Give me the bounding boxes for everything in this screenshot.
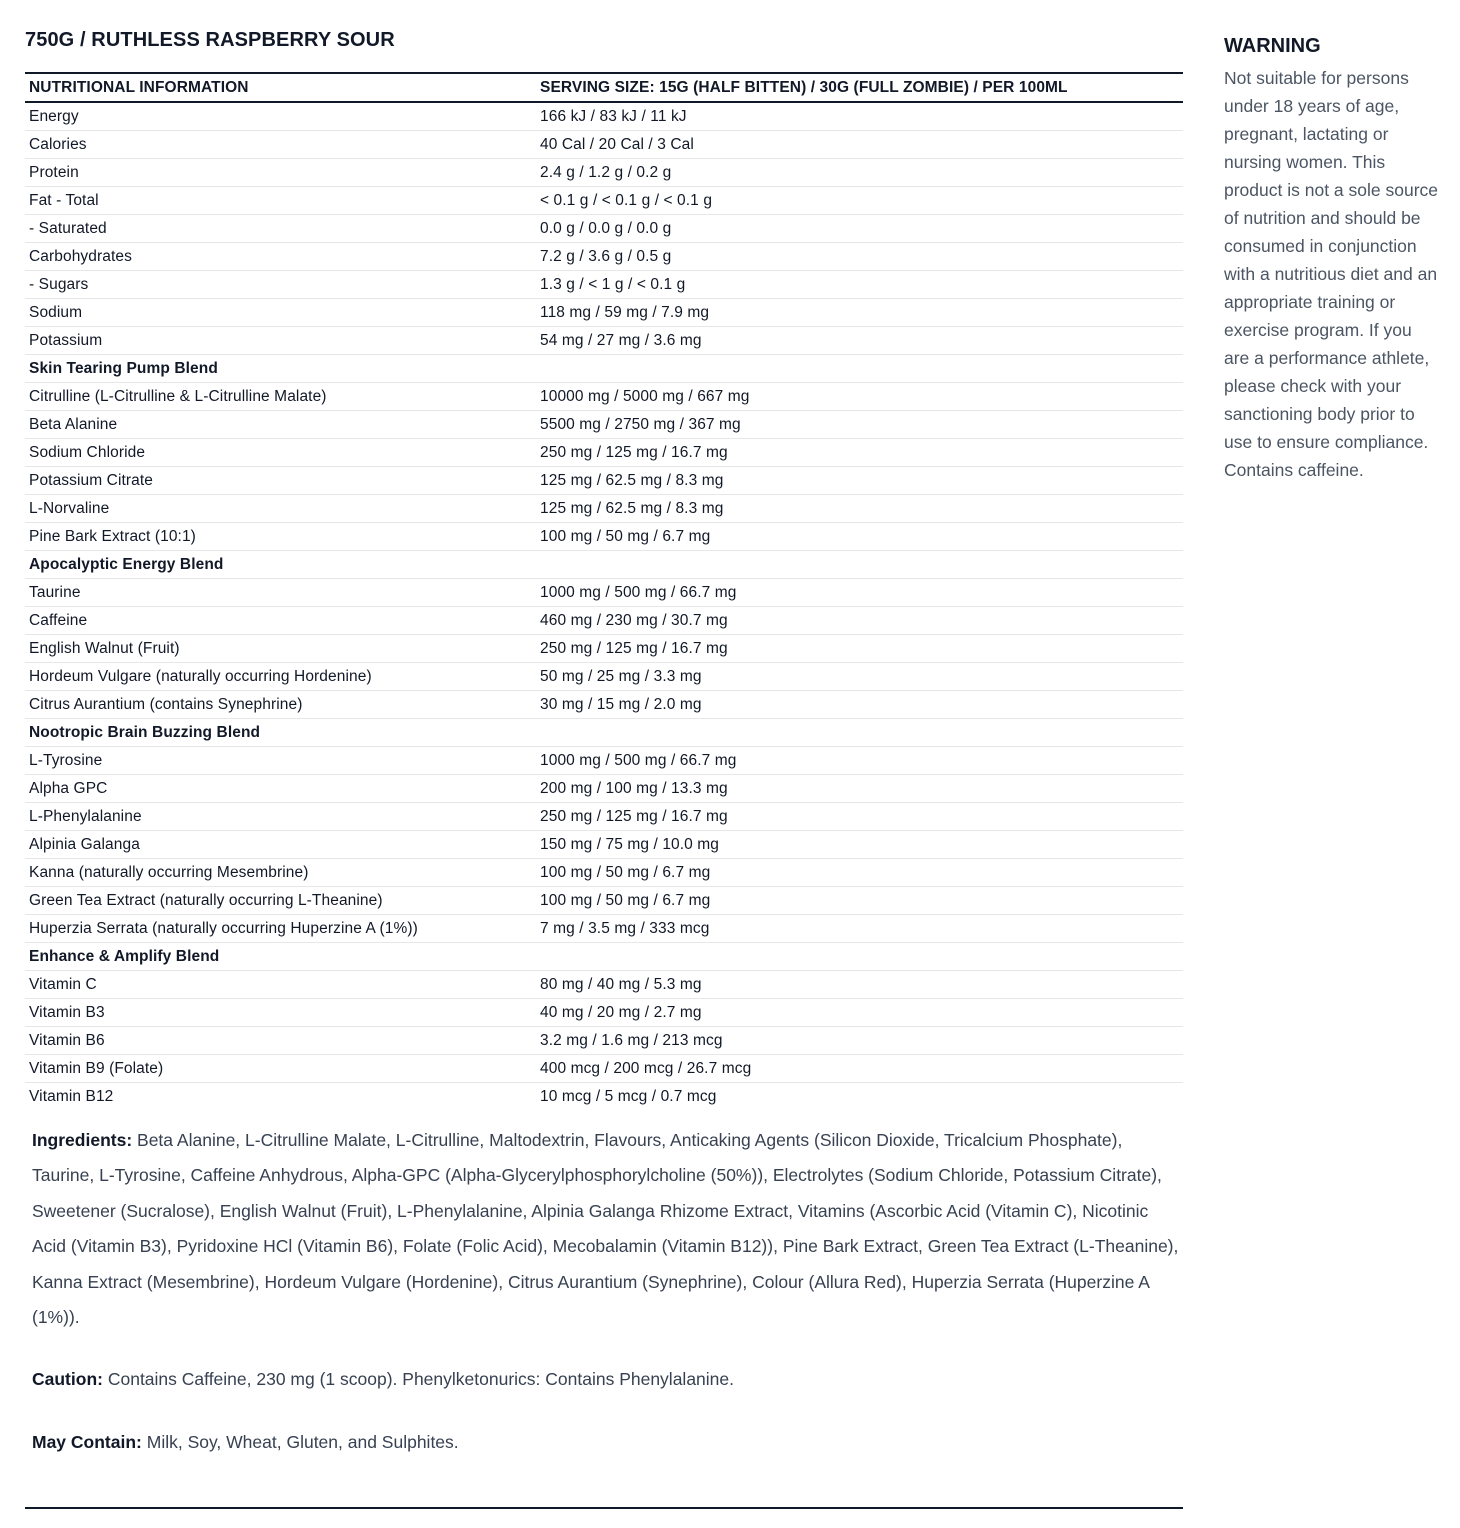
caution-text: Contains Caffeine, 230 mg (1 scoop). Phenylketonurics: Contains Phenylalanine. xyxy=(107,1369,734,1390)
nutrient-name: Vitamin B6 xyxy=(25,1027,536,1055)
table-row xyxy=(25,467,1183,495)
nutrient-name: Energy xyxy=(25,102,536,131)
nutrient-value: 250 mg / 125 mg / 16.7 mg xyxy=(536,803,1183,831)
nutrient-name: Vitamin C xyxy=(25,971,536,999)
table-row xyxy=(25,915,1183,943)
nutrient-name: Potassium xyxy=(25,327,536,355)
table-row xyxy=(25,495,1183,523)
nutrient-name: Hordeum Vulgare (naturally occurring Hordenine) xyxy=(25,663,536,691)
nutrient-name: Potassium Citrate xyxy=(25,467,536,495)
nutrient-name: Caffeine xyxy=(25,607,536,635)
nutrient-name: Vitamin B9 (Folate) xyxy=(25,1055,536,1083)
table-row xyxy=(25,859,1183,887)
nutrient-value: 100 mg / 50 mg / 6.7 mg xyxy=(536,859,1183,887)
nutrient-value: 40 mg / 20 mg / 2.7 mg xyxy=(536,999,1183,1027)
table-row xyxy=(25,102,1183,131)
nutrient-value: 10 mcg / 5 mcg / 0.7 mcg xyxy=(540,1087,717,1105)
ingredients-label: Ingredients: xyxy=(32,1130,133,1150)
table-row xyxy=(25,243,1183,271)
nutrient-name: L-Phenylalanine xyxy=(25,803,536,831)
nutrient-value: 166 kJ / 83 kJ / 11 kJ xyxy=(536,102,1183,131)
section-heading: Apocalyptic Energy Blend xyxy=(25,551,536,579)
table-row xyxy=(25,1055,1183,1083)
nutrient-name: Taurine xyxy=(25,579,536,607)
table-row xyxy=(25,159,1183,187)
nutrient-value: 125 mg / 62.5 mg / 8.3 mg xyxy=(536,495,1183,523)
nutrient-value: 150 mg / 75 mg / 10.0 mg xyxy=(536,831,1183,859)
table-header-row xyxy=(25,73,1183,102)
bottom-divider xyxy=(25,1507,1183,1509)
table-row xyxy=(25,747,1183,775)
nutrient-value: 0.0 g / 0.0 g / 0.0 g xyxy=(536,215,1183,243)
nutrient-name: Fat - Total xyxy=(25,187,536,215)
nutrient-value xyxy=(536,943,1183,971)
table-row xyxy=(25,775,1183,803)
nutrient-name: English Walnut (Fruit) xyxy=(25,635,536,663)
nutrient-name: Citrulline (L-Citrulline & L-Citrulline Malate) xyxy=(25,383,536,411)
table-row xyxy=(25,971,1183,999)
caution-paragraph xyxy=(32,1362,1183,1397)
nutrient-name: Sodium xyxy=(25,299,536,327)
nutrient-name: Sodium Chloride xyxy=(25,439,536,467)
nutrient-value: 30 mg / 15 mg / 2.0 mg xyxy=(536,691,1183,719)
table-row xyxy=(25,187,1183,215)
nutrient-name: Carbohydrates xyxy=(25,243,536,271)
table-row xyxy=(25,439,1183,467)
nutrient-name: - Saturated xyxy=(25,215,536,243)
nutrient-value: 40 Cal / 20 Cal / 3 Cal xyxy=(536,131,1183,159)
nutrient-value: 5500 mg / 2750 mg / 367 mg xyxy=(536,411,1183,439)
nutrient-name: L-Tyrosine xyxy=(25,747,536,775)
nutrient-name: Citrus Aurantium (contains Synephrine) xyxy=(25,691,536,719)
nutrient-name: Pine Bark Extract (10:1) xyxy=(25,523,536,551)
table-row xyxy=(25,411,1183,439)
nutrient-name: Kanna (naturally occurring Mesembrine) xyxy=(25,859,536,887)
nutrition-panel xyxy=(25,24,1183,1460)
table-row xyxy=(25,999,1183,1027)
nutrient-value: 400 mcg / 200 mcg / 26.7 mcg xyxy=(536,1055,1183,1083)
table-row xyxy=(25,831,1183,859)
warning-title: WARNING xyxy=(1224,35,1321,57)
nutrient-value xyxy=(536,551,1183,579)
table-row xyxy=(25,327,1183,355)
warning-box xyxy=(1224,32,1439,484)
nutrition-table-body xyxy=(25,102,1183,1110)
nutrient-name: Vitamin B12 xyxy=(29,1087,114,1105)
table-section-row xyxy=(25,719,1183,747)
nutrient-value: 10000 mg / 5000 mg / 667 mg xyxy=(536,383,1183,411)
nutrient-name: Vitamin B3 xyxy=(25,999,536,1027)
table-row xyxy=(25,635,1183,663)
section-heading: Enhance & Amplify Blend xyxy=(25,943,536,971)
table-section-row xyxy=(25,551,1183,579)
nutrient-value: 460 mg / 230 mg / 30.7 mg xyxy=(536,607,1183,635)
section-heading: Skin Tearing Pump Blend xyxy=(25,355,536,383)
section-heading: Nootropic Brain Buzzing Blend xyxy=(25,719,536,747)
nutrient-value: 200 mg / 100 mg / 13.3 mg xyxy=(536,775,1183,803)
nutrient-value: 7 mg / 3.5 mg / 333 mcg xyxy=(536,915,1183,943)
nutrient-name: L-Norvaline xyxy=(25,495,536,523)
table-row xyxy=(25,887,1183,915)
table-row xyxy=(25,1027,1183,1055)
nutrition-table xyxy=(25,72,1183,1110)
table-row xyxy=(25,299,1183,327)
nutrient-name: Alpinia Galanga xyxy=(25,831,536,859)
warning-text: Not suitable for persons under 18 years of age, pregnant, lactating or nursing women. This product is not a sole source of nutrition and should be consumed in conjunction with a nutritious diet and an appropriate training or exercise program. If you are a performance athlete, please check with your sanctioning body prior to use to ensure compliance. Contains caffeine. xyxy=(1224,68,1439,480)
caution-label: Caution: xyxy=(32,1369,103,1390)
table-section-row xyxy=(25,355,1183,383)
nutrient-value: 80 mg / 40 mg / 5.3 mg xyxy=(536,971,1183,999)
nutrient-value: 118 mg / 59 mg / 7.9 mg xyxy=(536,299,1183,327)
nutrient-value: 3.2 mg / 1.6 mg / 213 mcg xyxy=(536,1027,1183,1055)
nutrient-value: 1000 mg / 500 mg / 66.7 mg xyxy=(536,747,1183,775)
table-row xyxy=(25,131,1183,159)
nutrient-value: < 0.1 g / < 0.1 g / < 0.1 g xyxy=(536,187,1183,215)
nutrient-name: Beta Alanine xyxy=(25,411,536,439)
table-row xyxy=(25,271,1183,299)
table-row xyxy=(25,607,1183,635)
ingredients-paragraph xyxy=(32,1123,1183,1335)
nutrient-value: 1.3 g / < 1 g / < 0.1 g xyxy=(536,271,1183,299)
nutrient-value: 2.4 g / 1.2 g / 0.2 g xyxy=(536,159,1183,187)
nutrient-value: 50 mg / 25 mg / 3.3 mg xyxy=(536,663,1183,691)
table-row xyxy=(25,383,1183,411)
table-row xyxy=(25,215,1183,243)
nutrient-name: - Sugars xyxy=(25,271,536,299)
nutrient-value: 250 mg / 125 mg / 16.7 mg xyxy=(536,635,1183,663)
table-row xyxy=(25,579,1183,607)
header-serving-size: SERVING SIZE: 15G (HALF BITTEN) / 30G (FULL ZOMBIE) / PER 100ML xyxy=(536,73,1183,102)
table-row xyxy=(25,691,1183,719)
table-row xyxy=(25,523,1183,551)
nutrient-value: 7.2 g / 3.6 g / 0.5 g xyxy=(536,243,1183,271)
nutrient-value: 54 mg / 27 mg / 3.6 mg xyxy=(536,327,1183,355)
may-contain-label: May Contain: xyxy=(32,1432,142,1453)
may-contain-paragraph xyxy=(32,1425,1183,1460)
ingredients-text: Beta Alanine, L-Citrulline Malate, L-Citrulline, Maltodextrin, Flavours, Anticaking Agents (Silicon Dioxide, Tricalcium Phosphate), Taurine, L-Tyrosine, Caffeine Anhydrous, Alpha-GPC (Alpha-Glycerylphosphorylcholine (50%)), Electrolytes (Sodium Chloride, Potassium Citrate), Sweetener (Sucralose), English Walnut (Fruit), L-Phenylalanine, Alpinia Galanga Rhizome Extract, Vitamins (Ascorbic Acid (Vitamin C), Nicotinic Acid (Vitamin B3), Pyridoxine HCl (Vitamin B6), Folate (Folic Acid), Mecobalamin (Vitamin B12)), Pine Bark Extract, Green Tea Extract (L-Theanine), Kanna Extract (Mesembrine), Hordeum Vulgare (Hordenine), Citrus Aurantium (Synephrine), Colour (Allura Red), Huperzia Serrata (Huperzine A (1%)). xyxy=(32,1130,1179,1328)
nutrient-value: 1000 mg / 500 mg / 66.7 mg xyxy=(536,579,1183,607)
nutrient-value: 250 mg / 125 mg / 16.7 mg xyxy=(536,439,1183,467)
product-title: 750G / RUTHLESS RASPBERRY SOUR xyxy=(25,29,395,51)
table-row xyxy=(25,663,1183,691)
may-contain-text: Milk, Soy, Wheat, Gluten, and Sulphites. xyxy=(146,1432,459,1453)
nutrient-value: 125 mg / 62.5 mg / 8.3 mg xyxy=(536,467,1183,495)
nutrient-name: Huperzia Serrata (naturally occurring Huperzine A (1%)) xyxy=(25,915,536,943)
nutrient-name: Calories xyxy=(25,131,536,159)
table-row xyxy=(25,1083,1183,1111)
nutrient-name: Alpha GPC xyxy=(25,775,536,803)
nutrient-value xyxy=(536,719,1183,747)
table-row xyxy=(25,803,1183,831)
nutrient-value: 100 mg / 50 mg / 6.7 mg xyxy=(536,523,1183,551)
nutrient-value xyxy=(536,355,1183,383)
table-section-row xyxy=(25,943,1183,971)
nutrient-name: Protein xyxy=(25,159,536,187)
nutrient-name: Green Tea Extract (naturally occurring L-Theanine) xyxy=(25,887,536,915)
header-nutritional-information: NUTRITIONAL INFORMATION xyxy=(25,73,536,102)
nutrient-value: 100 mg / 50 mg / 6.7 mg xyxy=(536,887,1183,915)
